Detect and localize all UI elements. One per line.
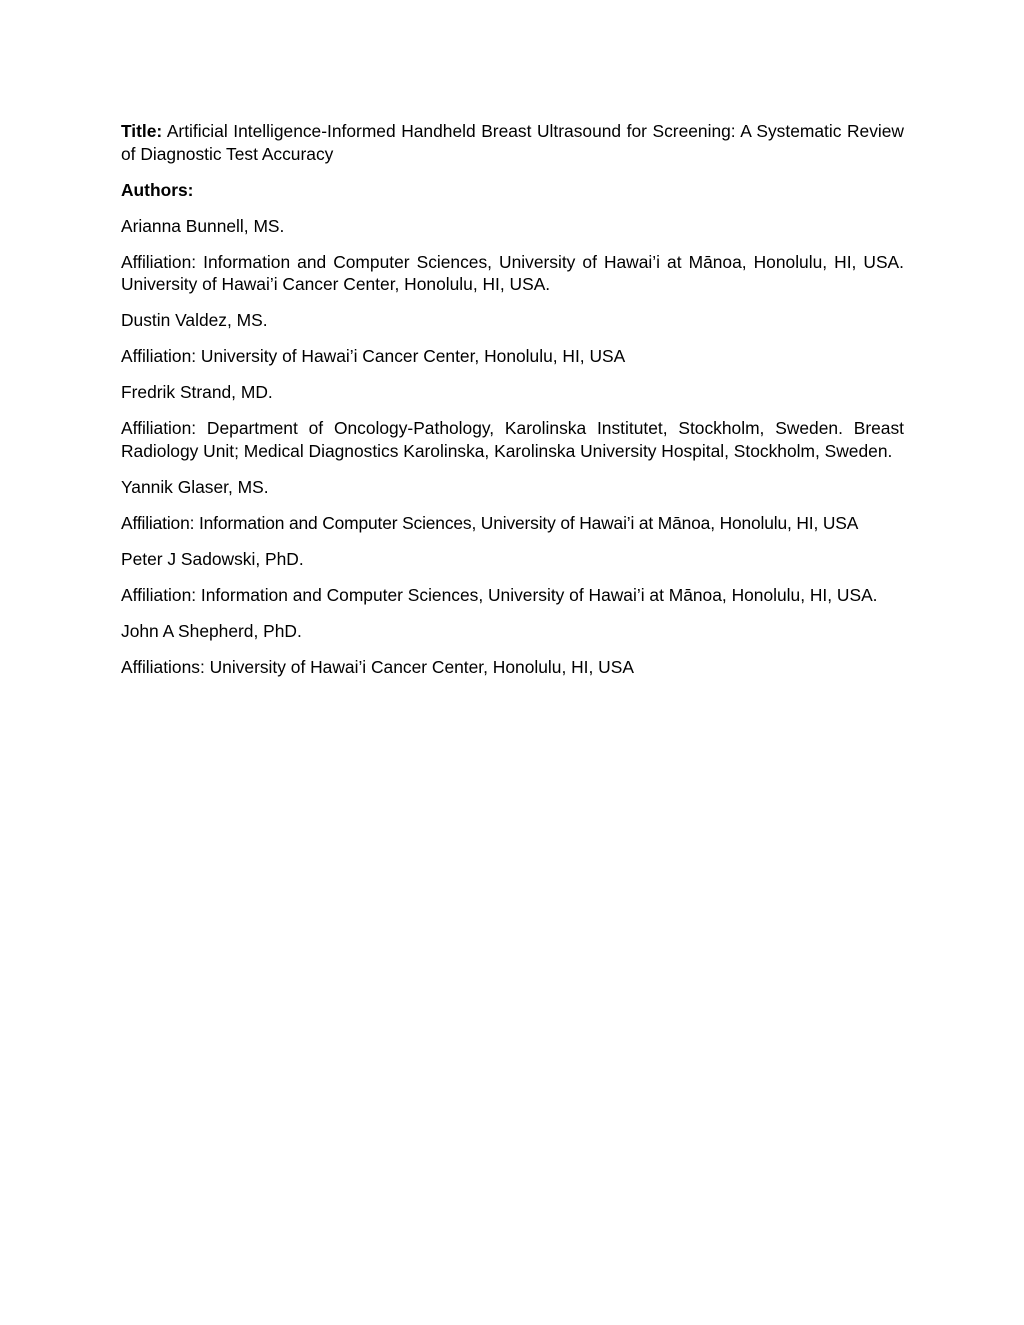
title-block <box>121 120 904 165</box>
author-affiliation: Affiliation: University of Hawai’i Cancer Center, Honolulu, HI, USA <box>121 346 626 366</box>
author-name: Fredrik Strand, MD. <box>121 382 273 402</box>
author-affiliation: Affiliation: Information and Computer Sciences, University of Hawai’i at Mānoa, Honolulu, HI, USA. University of Hawai’i Cancer Center, Honolulu, HI, USA. <box>121 251 904 294</box>
title-label: Title: <box>121 121 163 141</box>
author-affiliation: Affiliation: Information and Computer Sciences, University of Hawai’i at Mānoa, Honolulu, HI, USA. <box>121 584 878 605</box>
author-affiliation: Affiliations: University of Hawai’i Cancer Center, Honolulu, HI, USA <box>121 656 634 677</box>
author-name: Yannik Glaser, MS. <box>121 476 269 497</box>
authors-heading: Authors: <box>121 179 194 200</box>
title-text: Artificial Intelligence-Informed Handheld Breast Ultrasound for Screening: A Systematic Review of Diagnostic Test Accuracy <box>121 121 904 164</box>
author-affiliation: Affiliation: Department of Oncology-Pathology, Karolinska Institutet, Stockholm, Sweden. Breast Radiology Unit; Medical Diagnostics Karolinska, Karolinska University Hospital, Stockholm, Sweden. <box>121 418 904 461</box>
author-affiliation: Affiliation: Information and Computer Sciences, University of Hawai’i at Mānoa, Honolulu, HI, USA <box>121 512 859 533</box>
author-name: John A Shepherd, PhD. <box>121 620 302 641</box>
author-name: Peter J Sadowski, PhD. <box>121 548 304 569</box>
author-name: Arianna Bunnell, MS. <box>121 215 285 236</box>
author-name: Dustin Valdez, MS. <box>121 310 268 330</box>
paper-page <box>121 120 904 692</box>
